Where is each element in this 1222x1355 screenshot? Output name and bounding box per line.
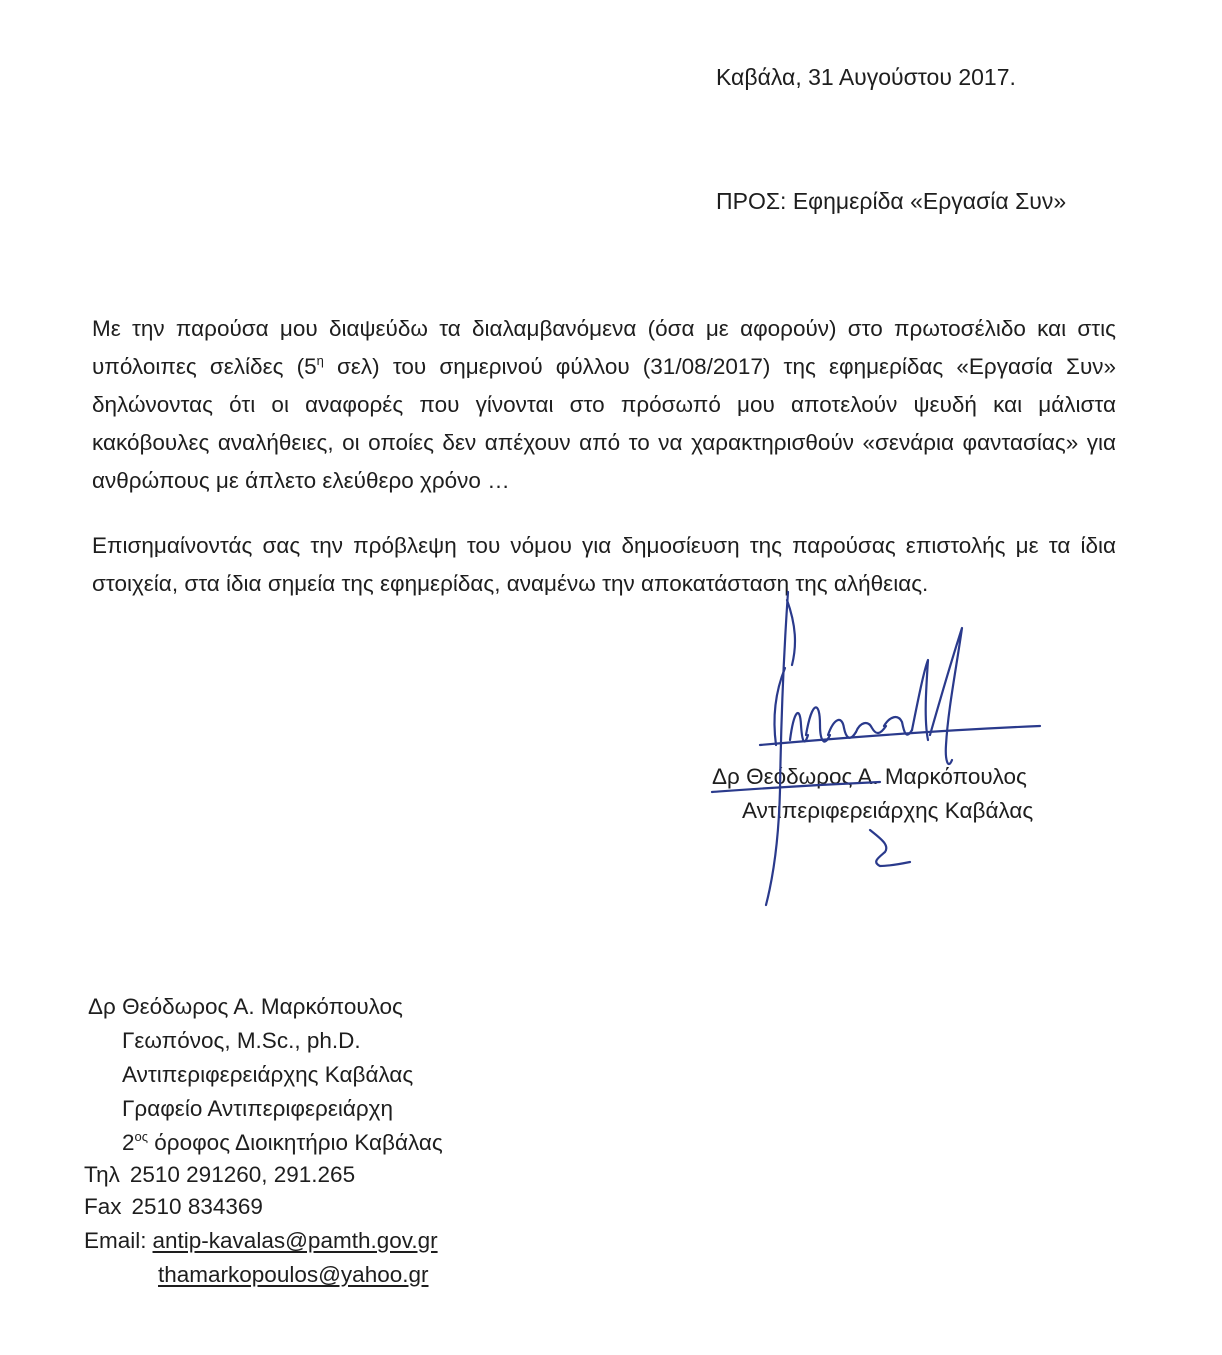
contact-name: Δρ Θεόδωρος Α. Μαρκόπουλος [88, 994, 403, 1019]
body-paragraph-1 [92, 310, 1116, 500]
floor-text: όροφος Διοικητήριο Καβάλας [148, 1130, 443, 1155]
signature-title: Αντιπεριφερειάρχης Καβάλας [742, 798, 1034, 823]
signature-name: Δρ Θεόδωρος Α. Μαρκόπουλος [712, 764, 1027, 789]
email-link-2[interactable]: thamarkopoulos@yahoo.gr [158, 1262, 429, 1287]
letter-date: Καβάλα, 31 Αυγούστου 2017. [716, 64, 1016, 90]
contact-role: Αντιπεριφερειάρχης Καβάλας [122, 1062, 414, 1087]
contact-email-row [84, 1226, 438, 1256]
phone-value: 2510 291260, 291.265 [129, 1162, 356, 1187]
contact-degree: Γεωπόνος, M.Sc., ph.D. [122, 1028, 361, 1053]
letter-recipient: ΠΡΟΣ: Εφημερίδα «Εργασία Συν» [716, 188, 1067, 214]
contact-email-row-2 [158, 1260, 429, 1290]
paragraph-1-text-b: σελ) του σημερινού φύλλου (31/08/2017) της εφημερίδας «Εργασία Συν» δηλώνοντας ότι οι αναφορές που γίνονται στο πρόσωπό μου αποτελούν ψευδή και μάλιστα κακόβουλες αναλήθειες, οι οποίες δεν απέχουν από το να χαρακτηρισθούν «σενάρια φαντασίας» για ανθρώπους με άπλετο ελεύθερο χρόνο … [92, 354, 1117, 493]
email-link-1[interactable]: antip-kavalas@pamth.gov.gr [152, 1228, 438, 1253]
floor-superscript: ος [134, 1129, 149, 1144]
fax-value: 2510 834369 [131, 1194, 263, 1219]
body-paragraph-2: Επισημαίνοντάς σας την πρόβλεψη του νόμου για δημοσίευση της παρούσας επιστολής με τα ίδια στοιχεία, στα ίδια σημεία της εφημερίδας, αναμένω την αποκατάσταση της αλήθειας. [92, 533, 1116, 596]
contact-floor [122, 1128, 443, 1158]
contact-phone [84, 1160, 355, 1190]
phone-label: Τηλ [84, 1162, 120, 1187]
contact-fax [84, 1192, 263, 1222]
paragraph-1-superscript: η [316, 353, 324, 368]
paragraph-1-text-a: Με την παρούσα μου διαψεύδω τα διαλαμβανόμενα (όσα με αφορούν) στο πρωτοσέλιδο και στις υπόλοιπες σελίδες (5 [92, 316, 1116, 379]
fax-label: Fax [84, 1194, 122, 1219]
floor-number: 2 [122, 1130, 135, 1155]
contact-office: Γραφείο Αντιπεριφερειάρχη [122, 1096, 394, 1121]
email-label: Email: [84, 1228, 147, 1253]
